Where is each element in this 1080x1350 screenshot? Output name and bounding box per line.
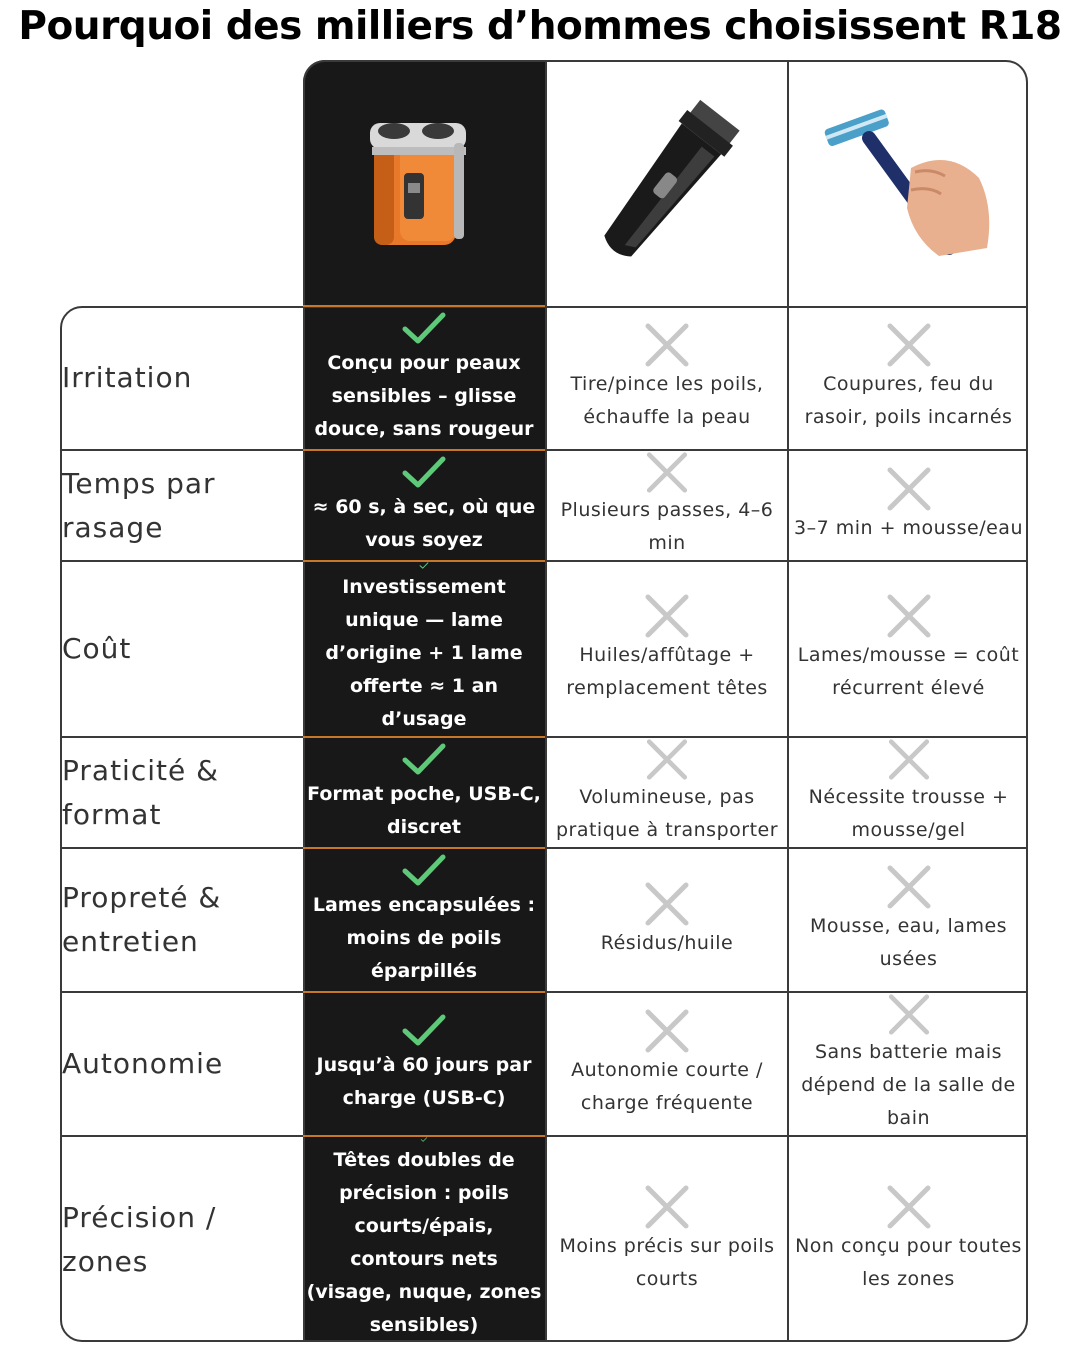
comparison-table (60, 60, 1028, 1342)
r18-cell-text: Lames encapsulées : moins de poils éparpillés (312, 893, 536, 982)
cross-icon (644, 451, 690, 494)
r18-cell (303, 562, 545, 736)
cross-icon (886, 593, 932, 639)
row-label: Praticité & format (62, 753, 219, 831)
page-title: Pourquoi des milliers d’hommes choisissent R18 (18, 4, 1062, 49)
trimmer-cell (547, 562, 787, 736)
razor-cell (789, 993, 1028, 1135)
row-label: Propreté & entretien (62, 881, 222, 958)
cross-icon (886, 1184, 932, 1230)
r18-cell (303, 993, 545, 1135)
row-label: Temps par rasage (62, 466, 216, 544)
cross-icon (644, 881, 690, 927)
trimmer-cell-text: Plusieurs passes, 4–6 min (560, 499, 774, 554)
trimmer-cell-text: Huiles/affûtage + remplacement têtes (566, 644, 768, 699)
check-icon (401, 455, 447, 489)
razor-cell-text: Sans batterie mais dépend de la salle de bain (801, 1041, 1016, 1129)
black-trimmer-image (572, 93, 762, 273)
r18-cell (303, 1137, 545, 1342)
r18-cell (303, 307, 545, 449)
check-icon (401, 742, 447, 776)
r18-cell-text: Têtes doubles de précision : poils courts/épais, contours nets (visage, nuque, zones sensibles) (306, 1149, 542, 1336)
r18-cell-text: Jusqu’à 60 jours par charge (USB-C) (316, 1054, 532, 1109)
cross-icon (886, 864, 932, 910)
table-row (60, 1137, 1028, 1342)
cross-icon (644, 1008, 690, 1054)
table-row (60, 993, 1028, 1135)
cross-icon (886, 322, 932, 368)
razor-cell (789, 451, 1028, 560)
razor-cell (789, 738, 1028, 847)
trimmer-product-image (547, 60, 787, 306)
check-icon (401, 1137, 447, 1142)
check-icon (401, 853, 447, 887)
r18-product-image (303, 60, 545, 306)
razor-cell (789, 849, 1028, 991)
table-row (60, 849, 1028, 991)
razor-cell-text: Nécessite trousse + mousse/gel (808, 786, 1009, 841)
table-row (60, 451, 1028, 560)
razor-cell-text: Coupures, feu du rasoir, poils incarnés (804, 373, 1013, 428)
razor-cell-text: Mousse, eau, lames usées (809, 915, 1008, 970)
trimmer-cell-text: Résidus/huile (600, 931, 734, 954)
trimmer-cell-text: Volumineuse, pas pratique à transporter (555, 786, 779, 841)
trimmer-cell-text: Autonomie courte / charge fréquente (571, 1059, 763, 1114)
razor-cell-text: 3–7 min + mousse/eau (794, 517, 1023, 539)
orange-pocket-shaver-image (364, 113, 484, 253)
row-label: Autonomie (62, 1047, 224, 1080)
trimmer-cell (547, 1137, 787, 1342)
trimmer-cell (547, 451, 787, 560)
razor-cell (789, 562, 1028, 736)
cross-icon (644, 1184, 690, 1230)
trimmer-cell (547, 738, 787, 847)
r18-cell (303, 738, 545, 847)
check-icon (401, 1013, 447, 1047)
trimmer-cell (547, 307, 787, 449)
trimmer-cell-text: Moins précis sur poils courts (559, 1234, 775, 1290)
check-icon (401, 311, 447, 345)
r18-cell (303, 451, 545, 560)
row-label: Coût (62, 632, 132, 665)
table-row (60, 738, 1028, 847)
trimmer-cell-text: Tire/pince les poils, échauffe la peau (570, 373, 764, 428)
r18-cell-text: Investissement unique — lame d’origine + 1 lame offerte ≈ 1 an d’usage (325, 576, 523, 730)
manual-razor-image (819, 98, 999, 268)
razor-cell (789, 1137, 1028, 1342)
cross-icon (886, 738, 932, 781)
razor-cell-text: Lames/mousse = coût récurrent élevé (797, 644, 1020, 699)
cross-icon (644, 738, 690, 781)
trimmer-cell (547, 993, 787, 1135)
row-label: Irritation (62, 361, 193, 394)
razor-cell (789, 307, 1028, 449)
check-icon (401, 562, 447, 569)
table-row (60, 562, 1028, 736)
trimmer-cell (547, 849, 787, 991)
razor-product-image (789, 60, 1028, 306)
cross-icon (886, 993, 932, 1036)
row-label: Précision / zones (62, 1200, 217, 1278)
r18-cell-text: ≈ 60 s, à sec, où que vous soyez (312, 495, 536, 551)
cross-icon (644, 593, 690, 639)
cross-icon (886, 466, 932, 512)
r18-cell-text: Conçu pour peaux sensibles – glisse douce, sans rougeur (314, 351, 534, 440)
r18-cell-text: Format poche, USB-C, discret (307, 782, 541, 838)
table-row (60, 307, 1028, 449)
cross-icon (644, 322, 690, 368)
razor-cell-text: Non conçu pour toutes les zones (795, 1234, 1022, 1290)
r18-cell (303, 849, 545, 991)
